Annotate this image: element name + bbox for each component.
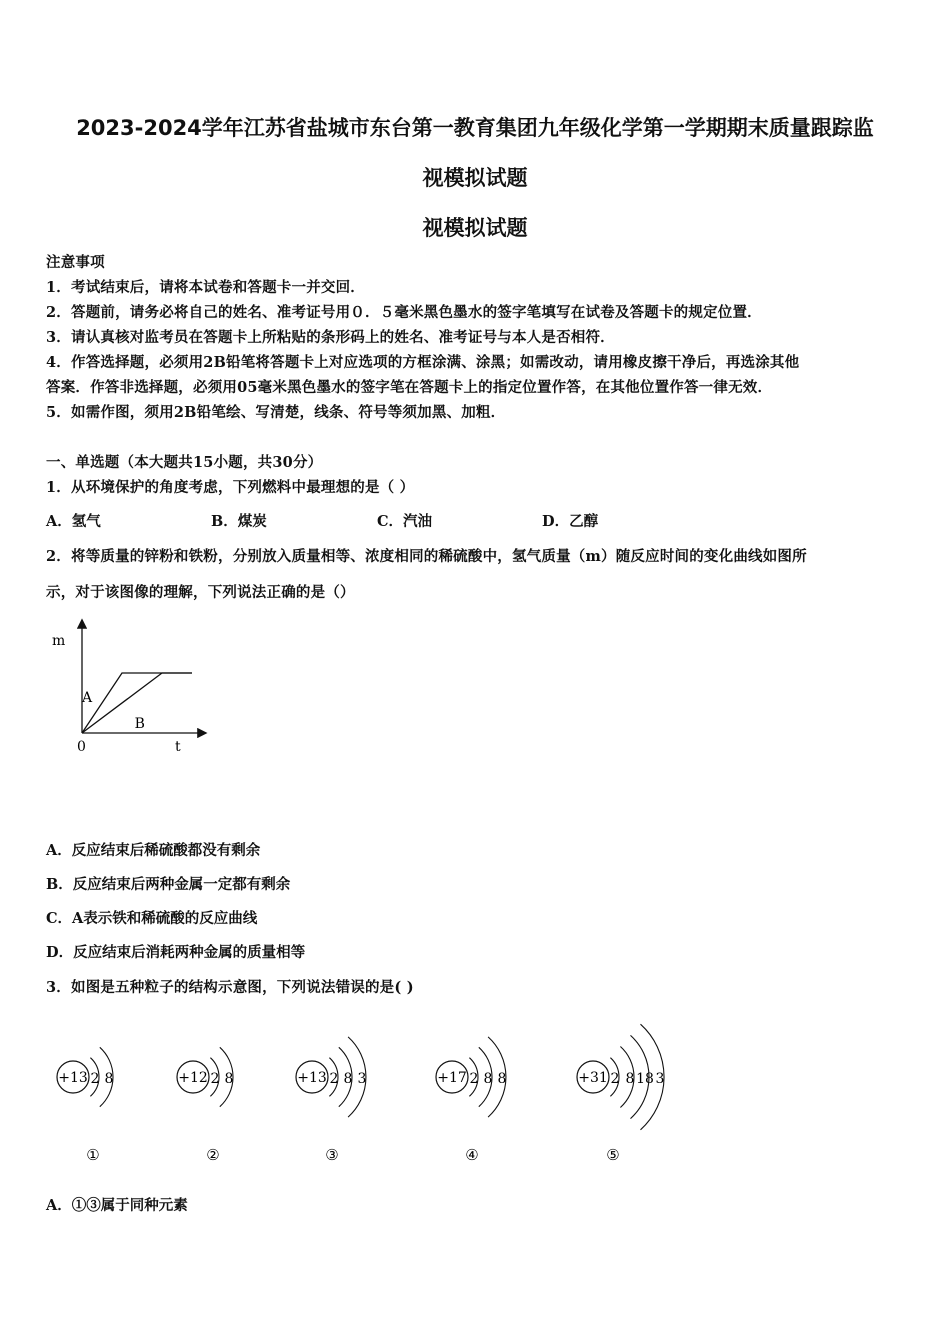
question-2-option-b: B．反应结束后两种金属一定都有剩余: [46, 876, 291, 893]
nucleus-charge: +31: [578, 1070, 608, 1086]
exam-title-line3: 视模拟试题: [422, 216, 528, 240]
shell-electron-count: 8: [625, 1071, 635, 1087]
question-2-option-a: A．反应结束后稀硫酸都没有剩余: [46, 842, 261, 859]
series-a-label: A: [82, 690, 93, 706]
question-1-option-a: A．氢气: [46, 513, 101, 530]
origin-label: 0: [77, 739, 86, 755]
question-1-stem: 1．从环境保护的角度考虑，下列燃料中最理想的是（ ）: [46, 479, 415, 496]
shell-electron-count: 8: [343, 1071, 353, 1087]
question-1-option-b: B．煤炭: [211, 513, 267, 530]
nucleus-charge: +13: [58, 1070, 88, 1086]
notice-item: 5．如需作图，须用2B铅笔绘、写清楚，线条、符号等须加黑、加粗．: [46, 404, 506, 421]
question-2-stem-line2: 示，对于该图像的理解，下列说法正确的是（）: [46, 584, 355, 601]
x-axis-label: t: [175, 739, 181, 755]
question-2-option-d: D．反应结束后消耗两种金属的质量相等: [46, 944, 306, 961]
shell-electron-count: 18: [636, 1071, 654, 1087]
particle-number-label: ①: [86, 1146, 100, 1164]
shell-electron-count: 2: [210, 1071, 220, 1087]
hydrogen-mass-chart: [40, 615, 230, 760]
notice-item: 答案．作答非选择题，必须用05毫米黑色墨水的签字笔在答题卡上的指定位置作答，在其他位置作答一律无效．: [46, 379, 773, 396]
shell-electron-count: 8: [497, 1071, 507, 1087]
shell-electron-count: 8: [224, 1071, 234, 1087]
question-1-option-d: D．乙醇: [542, 513, 599, 530]
shell-electron-count: 3: [357, 1071, 367, 1087]
nucleus-charge: +12: [178, 1070, 208, 1086]
shell-electron-count: 2: [469, 1071, 479, 1087]
shell-electron-count: 8: [104, 1071, 114, 1087]
particle-diagram-5: [577, 1024, 664, 1164]
y-axis-label: m: [52, 633, 66, 649]
exam-title-line2: 视模拟试题: [422, 166, 528, 190]
particle-number-label: ⑤: [606, 1146, 620, 1164]
exam-title-line1: 2023-2024学年江苏省盐城市东台第一教育集团九年级化学第一学期期末质量跟踪监: [76, 116, 874, 140]
question-2-stem-line1: 2．将等质量的锌粉和铁粉，分别放入质量相等、浓度相同的稀硫酸中，氢气质量（m）随反应时间的变化曲线如图所: [46, 548, 807, 565]
question-1-option-c: C．汽油: [377, 513, 433, 530]
particle-number-label: ②: [206, 1146, 220, 1164]
particle-diagram-1: [57, 1047, 113, 1164]
shell-electron-count: 2: [329, 1071, 339, 1087]
question-3-stem: 3．如图是五种粒子的结构示意图，下列说法错误的是( ): [46, 979, 414, 996]
notice-heading: 注意事项: [46, 254, 105, 271]
section-heading: 一、单选题（本大题共15小题，共30分）: [46, 454, 323, 471]
shell-electron-count: 3: [655, 1071, 665, 1087]
notice-item: 3．请认真核对监考员在答题卡上所粘贴的条形码上的姓名、准考证号与本人是否相符．: [46, 329, 615, 346]
notice-item: 4．作答选择题，必须用2B铅笔将答题卡上对应选项的方框涂满、涂黑；如需改动，请用橡皮擦干净后，再选涂其他: [46, 354, 800, 371]
question-3-option-a: A．①③属于同种元素: [46, 1197, 188, 1214]
particle-number-label: ③: [325, 1146, 339, 1164]
particle-structure-diagrams: [40, 1010, 700, 1170]
question-2-option-c: C．A表示铁和稀硫酸的反应曲线: [46, 910, 258, 927]
notice-item: 2．答题前，请务必将自己的姓名、准考证号用０．５毫米黑色墨水的签字笔填写在试卷及答题卡的规定位置．: [46, 304, 762, 321]
particle-diagram-3: [296, 1037, 366, 1164]
series-b-label: B: [134, 716, 145, 732]
particle-diagram-2: [177, 1047, 233, 1164]
notice-item: 1．考试结束后，请将本试卷和答题卡一并交回．: [46, 279, 365, 296]
particle-diagram-4: [436, 1037, 506, 1164]
particle-number-label: ④: [465, 1146, 479, 1164]
nucleus-charge: +13: [297, 1070, 327, 1086]
shell-electron-count: 2: [610, 1071, 620, 1087]
shell-electron-count: 2: [90, 1071, 100, 1087]
nucleus-charge: +17: [437, 1070, 467, 1086]
shell-electron-count: 8: [483, 1071, 493, 1087]
